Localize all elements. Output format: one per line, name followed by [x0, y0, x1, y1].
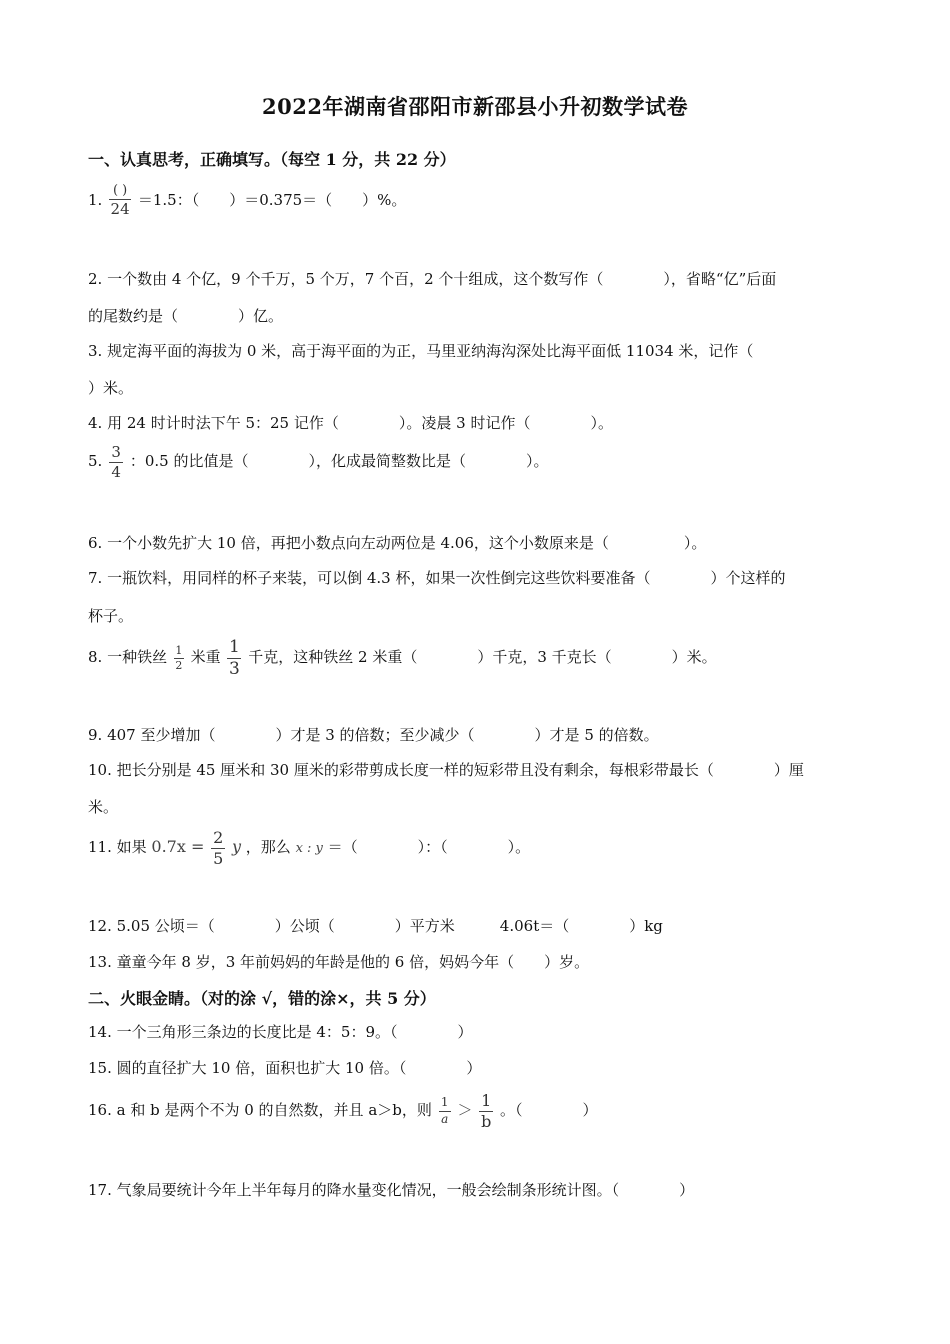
question-1: [88, 184, 406, 218]
question-5-fraction: [109, 444, 123, 480]
question-17: 17. 气象局要统计今年上半年每月的降水量变化情况，一般会绘制条形统计图。（ ）: [88, 1181, 695, 1199]
question-16: [88, 1092, 598, 1130]
question-1-fraction: [109, 184, 131, 218]
question-14: 14. 一个三角形三条边的长度比是 4：5：9。（ ）: [88, 1023, 473, 1041]
question-4: 4. 用 24 时计时法下午 5：25 记作（ ）。凌晨 3 时记作（ ）。: [88, 414, 613, 432]
fraction-denominator: 4: [111, 462, 121, 481]
fraction-denominator: 5: [213, 848, 224, 868]
question-16-fraction-1: [439, 1096, 451, 1125]
question-8: [88, 638, 717, 678]
fraction-numerator: 3: [111, 443, 121, 461]
greater-than-sign: ＞: [457, 1101, 473, 1120]
fraction-denominator: 2: [175, 658, 183, 672]
question-16-fraction-2: [479, 1092, 493, 1130]
question-10-line-2: 米。: [88, 798, 119, 816]
question-8-fraction-1: [174, 645, 184, 672]
question-11-fraction: [211, 829, 225, 867]
fraction-denominator: 3: [229, 658, 240, 679]
fraction-numerator: 1: [175, 643, 183, 657]
question-5-text: ：0.5 的比值是（ ），化成最简整数比是（ ）。: [129, 452, 549, 470]
section-2-heading: 二、火眼金睛。（对的涂 √，错的涂×，共 5 分）: [88, 989, 436, 1008]
fraction-denominator: 24: [110, 200, 130, 219]
question-11-prefix: 11. 如果: [88, 838, 147, 857]
question-11-suffix: ＝（ ）：（ ）。: [327, 838, 531, 857]
question-16-prefix: 16. a 和 b 是两个不为 0 的自然数，并且 a＞b，则: [88, 1101, 432, 1120]
question-1-text: ＝1.5：（ ）＝0.375＝（ ）%。: [137, 190, 407, 209]
question-8-mid: 米重: [190, 648, 221, 667]
question-8-suffix: 千克，这种铁丝 2 米重（ ）千克，3 千克长（ ）米。: [248, 648, 717, 667]
question-7-line-1: 7. 一瓶饮料，用同样的杯子来装，可以倒 4.3 杯，如果一次性倒完这些饮料要准备（ ）个这样的: [88, 569, 786, 587]
question-11-mid: ，那么: [245, 838, 291, 857]
question-16-suffix: 。（ ）: [500, 1101, 598, 1120]
question-8-fraction-2: [227, 638, 241, 678]
question-11-equation-right: y: [231, 837, 241, 857]
question-7-line-2: 杯子。: [88, 607, 134, 625]
question-2-line-2: 的尾数约是（ ）亿。: [88, 307, 284, 325]
question-6: 6. 一个小数先扩大 10 倍，再把小数点向左动两位是 4.06，这个小数原来是（ ）。: [88, 534, 707, 552]
question-5: [88, 444, 549, 480]
question-15: 15. 圆的直径扩大 10 倍，面积也扩大 10 倍。（ ）: [88, 1059, 482, 1077]
exam-title: 2022年湖南省邵阳市新邵县小升初数学试卷: [262, 94, 688, 119]
question-11-ratio: x : y: [295, 841, 323, 857]
fraction-numerator: 1: [440, 1095, 449, 1110]
fraction-numerator: 1: [229, 637, 240, 657]
fraction-numerator: 1: [481, 1091, 492, 1110]
question-10-line-1: 10. 把长分别是 45 厘米和 30 厘米的彩带剪成长度一样的短彩带且没有剩余，每根彩带最长（ ）厘: [88, 761, 804, 779]
question-9: 9. 407 至少增加（ ）才是 3 的倍数；至少减少（ ）才是 5 的倍数。: [88, 726, 659, 744]
fraction-denominator: b: [481, 1111, 492, 1131]
question-1-number: 1.: [88, 190, 103, 209]
question-11: [88, 829, 530, 867]
question-3-line-2: ）米。: [88, 379, 134, 397]
question-12: 12. 5.05 公顷＝（ ）公顷（ ）平方米 4.06t＝（ ）kg: [88, 917, 663, 935]
question-3-line-1: 3. 规定海平面的海拔为 0 米，高于海平面的为正，马里亚纳海沟深处比海平面低 11034 米，记作（: [88, 342, 754, 360]
question-2-line-1: 2. 一个数由 4 个亿，9 个千万，5 个万，7 个百，2 个十组成，这个数写作（ ），省略“亿”后面: [88, 270, 777, 288]
section-1-heading: 一、认真思考，正确填写。（每空 1 分，共 22 分）: [88, 150, 456, 169]
fraction-numerator: ( ): [112, 183, 128, 198]
question-13: 13. 童童今年 8 岁，3 年前妈妈的年龄是他的 6 倍，妈妈今年（ ）岁。: [88, 953, 590, 971]
question-8-prefix: 8. 一种铁丝: [88, 648, 168, 667]
question-11-equation-left: 0.7x =: [151, 837, 205, 857]
fraction-denominator: a: [441, 1111, 449, 1126]
fraction-numerator: 2: [213, 828, 224, 847]
question-5-number: 5.: [88, 452, 103, 470]
